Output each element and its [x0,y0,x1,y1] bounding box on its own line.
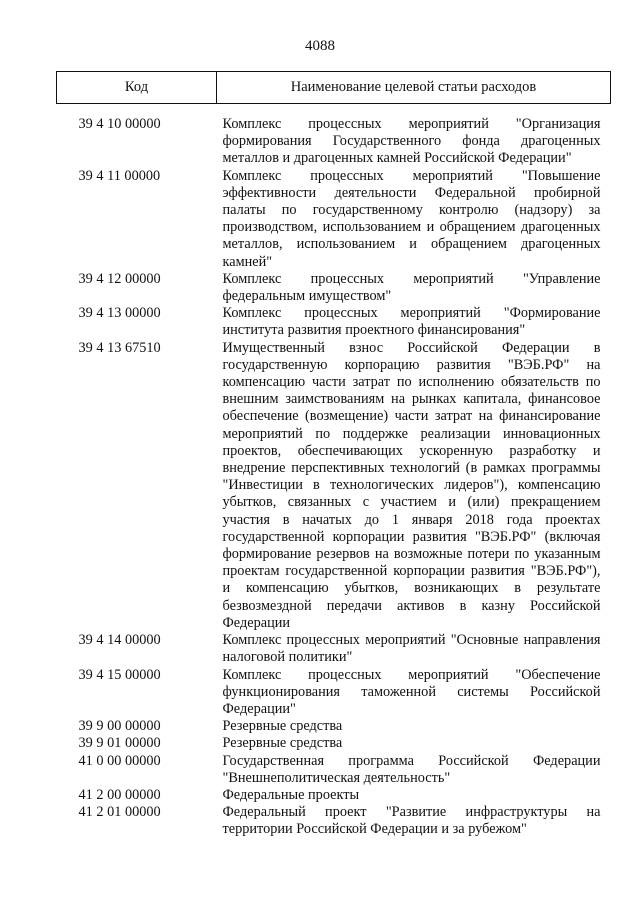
table-row [57,340,611,632]
table-row [57,787,611,804]
table-row [57,735,611,752]
row-name: Комплекс процессных мероприятий "Обеспечение функционирования таможенной системы Российской Федерации" [222,666,601,717]
table-row [57,168,611,271]
row-code: 41 2 00 00000 [78,786,161,803]
row-code: 39 4 15 00000 [78,666,161,683]
row-name: Комплекс процессных мероприятий "Организация формирования Государственного фонда драгоценных металлов и драгоценных камней Российской Федерации" [222,116,601,167]
table-row [57,753,611,787]
target-expense-table [56,71,611,839]
row-code: 39 4 10 00000 [78,116,161,132]
row-name: Резервные средства [222,735,343,752]
table-row [57,104,611,168]
row-name: Комплекс процессных мероприятий "Формирование института развития проектного финансирования" [222,305,601,339]
table-header-row [57,72,611,104]
table-row [57,667,611,719]
row-code: 41 0 00 00000 [78,752,161,769]
table-row [57,632,611,666]
row-name: Комплекс процессных мероприятий "Управление федеральным имуществом" [222,270,601,305]
row-code: 39 9 00 00000 [78,718,161,735]
row-code: 41 2 01 00000 [78,804,161,821]
row-code: 39 4 13 67510 [78,339,161,356]
row-code: 39 4 12 00000 [78,270,161,287]
row-code: 39 4 11 00000 [78,167,161,184]
header-name: Наименование целевой статьи расходов [217,72,611,104]
page-number: 4088 [305,38,335,54]
row-code: 39 9 01 00000 [78,735,161,752]
header-code: Код [57,72,217,104]
row-code: 39 4 14 00000 [78,632,161,649]
table-row [57,305,611,339]
row-name: Имущественный взнос Российской Федерации в государственную корпорацию развития "ВЭБ.РФ" на компенсацию части затрат по исполнению обязательств по внешним заимствованиям на рынках капитала, финансовое обеспечение (возмещение) части затрат на финансирование мероприятий по поддержке реализации инновационных проектов, обеспечивающих ускоренную разработку и внедрение перспективных технологий (в рамках программы "Инвестиции в технологических лидеров"), компенсацию убытков, связанных с участием и (или) прекращением участия в начатых до 1 января 2018 года проектах государственной корпорации развития "ВЭБ.РФ" (включая формирование резервов на возможные потери по указанным проектам государственной корпорации развития "ВЭБ.РФ"), и компенсацию убытков, возникающих в результате безвозмездной передачи активов в казну Российской Федерации [222,339,601,631]
table-row [57,271,611,305]
row-code: 39 4 13 00000 [78,305,161,322]
row-name: Резервные средства [222,718,343,735]
row-name: Федеральный проект "Развитие инфраструктуры на территории Российской Федерации и за рубежом" [222,804,601,838]
row-name: Федеральные проекты [222,786,360,803]
table-row [57,718,611,735]
table-row [57,804,611,838]
row-name: Комплекс процессных мероприятий "Основные направления налоговой политики" [222,632,601,666]
row-name: Комплекс процессных мероприятий "Повышение эффективности деятельности Федеральной пробирной палаты по государственному контролю (надзору) за производством, использованием и обращением драгоценных металлов, использованием и обращением драгоценных камней" [222,167,601,270]
row-name: Государственная программа Российской Федерации "Внешнеполитическая деятельность" [222,752,601,786]
